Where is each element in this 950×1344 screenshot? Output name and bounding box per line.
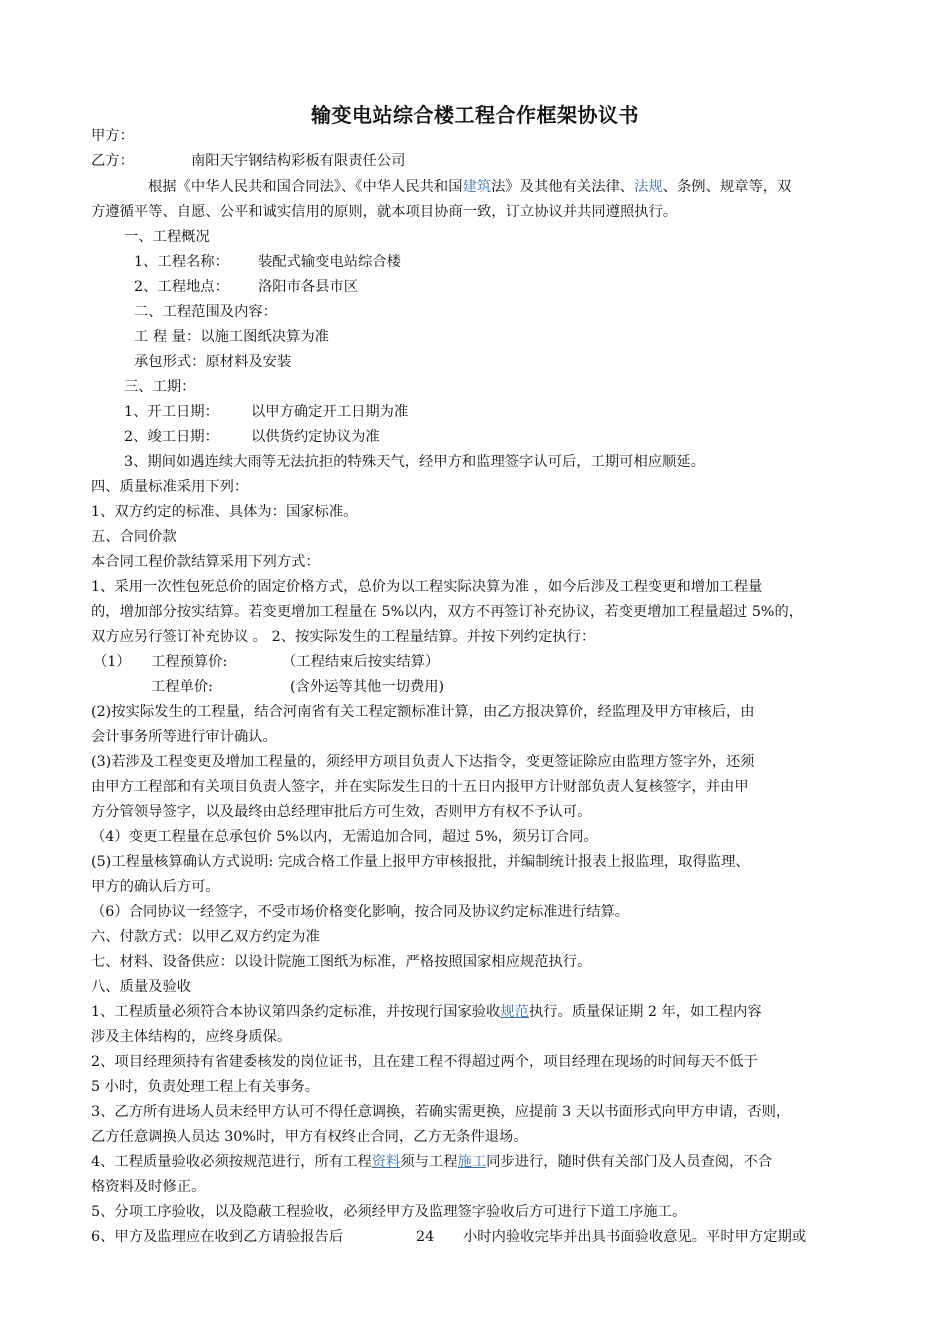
price-clause-1-line-3: 双方应另行签订补充协议 。 2、按实际发生的工程量结算。并按下列约定执行：: [91, 629, 596, 645]
budget-price-value: （工程结束后按实结算）: [282, 654, 440, 670]
party-a: 甲方：: [91, 128, 134, 144]
section-4-heading: 四、质量标准采用下列：: [91, 479, 249, 495]
quality-standard: 1、双方约定的标准、具体为：国家标准。: [91, 504, 358, 520]
acceptance-item-1-line-1: 1、工程质量必须符合本协议第四条约定标准，并按现行国家验收规范执行。质量保证期 2 年，如工程内容: [91, 1004, 762, 1020]
settlement-intro: 本合同工程价款结算采用下列方式：: [91, 554, 320, 570]
section-1-heading: 一、工程概况: [124, 229, 210, 245]
contract-form: 承包形式：原材料及安装: [134, 354, 292, 370]
party-b-label: 乙方：: [91, 153, 134, 169]
price-clause-3-line-3: 方分管领导签字，以及最终由总经理审批后方可生效，否则甲方有权不予认可。: [91, 804, 592, 820]
acceptance-item-4-line-2: 格资料及时修正。: [91, 1179, 206, 1195]
delay-clause: 3、期间如遇连续大雨等无法抗拒的特殊天气，经甲方和监理签字认可后，工期可相应顺延。: [124, 454, 705, 470]
acceptance-item-5: 5、分项工序验收，以及隐蔽工程验收，必须经甲方及监理签字验收后方可进行下道工序施工。: [91, 1204, 687, 1220]
price-clause-5-line-1: (5)工程量核算确认方式说明: 完成合格工作量上报甲方审核报批，并编制统计报表上报监理，取得监理、: [91, 854, 750, 870]
intro-line-2: 方遵循平等、自愿、公平和诚实信用的原则，就本项目协商一致，订立协议并共同遵照执行。: [91, 204, 678, 220]
intro-line-1: 根据《中华人民共和国合同法》、《中华人民共和国建筑法》及其他有关法律、法规、条例、规章等，双: [148, 179, 792, 195]
price-clause-2-line-1: (2)按实际发生的工程量，结合河南省有关工程定额标准计算，由乙方报决算价，经监理及甲方审核后，由: [91, 704, 755, 720]
price-row-1-number: （1）: [93, 654, 131, 670]
link-construction-work[interactable]: 施工: [457, 1154, 487, 1170]
start-date-label: 1、开工日期：: [124, 404, 219, 420]
price-clause-3-line-1: (3)若涉及工程变更及增加工程量的，须经甲方项目负责人下达指令，变更签证除应由监理方签字外，还须: [91, 754, 755, 770]
acceptance-item-4-line-1: 4、工程质量验收必须按规范进行，所有工程资料须与工程施工同步进行，随时供有关部门及人员查阅，不合: [91, 1154, 773, 1170]
project-location-value: 洛阳市各县市区: [258, 279, 359, 295]
start-date-value: 以甲方确定开工日期为准: [251, 404, 409, 420]
price-clause-5-line-2: 甲方的确认后方可。: [91, 879, 220, 895]
section-5-heading: 五、合同价款: [91, 529, 177, 545]
end-date-label: 2、竣工日期：: [124, 429, 219, 445]
acceptance-item-1-line-2: 涉及主体结构的，应终身质保。: [91, 1029, 292, 1045]
section-2-heading: 二、工程范围及内容：: [134, 304, 277, 320]
end-date-value: 以供货约定协议为准: [251, 429, 380, 445]
acceptance-item-6-part-2: 小时内验收完毕并出具书面验收意见。平时甲方定期或: [463, 1229, 807, 1245]
section-6-payment: 六、付款方式：以甲乙双方约定为准: [91, 929, 320, 945]
acceptance-item-6-hours: 24: [416, 1229, 435, 1245]
unit-price-value: (含外运等其他一切费用): [290, 679, 445, 695]
section-7-materials: 七、材料、设备供应：以设计院施工图纸为标准，严格按照国家相应规范执行。: [91, 954, 592, 970]
price-clause-2-line-2: 会计事务所等进行审计确认。: [91, 729, 277, 745]
work-quantity: 工 程 量：以施工图纸决算为准: [134, 329, 329, 345]
project-name-label: 1、工程名称：: [134, 254, 229, 270]
party-b-name: 南阳天宇钢结构彩板有限责任公司: [191, 153, 406, 169]
price-clause-3-line-2: 由甲方工程部和有关项目负责人签字，并在实际发生日的十五日内报甲方计财部负责人复核签字，并由甲: [91, 779, 749, 795]
link-specification[interactable]: 规范: [500, 1004, 529, 1020]
acceptance-item-6-part-1: 6、甲方及监理应在收到乙方请验报告后: [91, 1229, 344, 1245]
link-regulations[interactable]: 法规: [634, 179, 663, 195]
price-clause-4: （4）变更工程量在总承包价 5%以内，无需追加合同，超过 5%，须另订合同。: [91, 829, 598, 845]
section-3-heading: 三、工期：: [124, 379, 196, 395]
project-name-value: 装配式输变电站综合楼: [258, 254, 401, 270]
section-8-heading: 八、质量及验收: [91, 979, 192, 995]
link-construction[interactable]: 建筑: [462, 179, 492, 195]
acceptance-item-2-line-1: 2、项目经理须持有省建委核发的岗位证书，且在建工程不得超过两个，项目经理在现场的时间每天不低于: [91, 1054, 758, 1070]
acceptance-item-3-line-2: 乙方任意调换人员达 30%时，甲方有权终止合同，乙方无条件退场。: [91, 1129, 528, 1145]
price-clause-1-line-1: 1、采用一次性包死总价的固定价格方式，总价为以工程实际决算为准 ，如今后涉及工程变更和增加工程量: [91, 579, 763, 595]
project-location-label: 2、工程地点：: [134, 279, 229, 295]
acceptance-item-3-line-1: 3、乙方所有进场人员未经甲方认可不得任意调换，若确实需更换，应提前 3 天以书面形式向甲方申请，否则，: [91, 1104, 791, 1120]
price-clause-6: （6）合同协议一经签字，不受市场价格变化影响，按合同及协议约定标准进行结算。: [91, 904, 630, 920]
link-documents[interactable]: 资料: [371, 1154, 401, 1170]
unit-price-label: 工程单价:: [151, 679, 214, 695]
acceptance-item-2-line-2: 5 小时，负责处理工程上有关事务。: [91, 1079, 320, 1095]
price-clause-1-line-2: 的，增加部分按实结算。若变更增加工程量在 5%以内，双方不再签订补充协议，若变更增加工程量超过 5%的，: [91, 604, 804, 620]
budget-price-label: 工程预算价:: [151, 654, 228, 670]
document-title: 输变电站综合楼工程合作框架协议书: [311, 103, 639, 127]
